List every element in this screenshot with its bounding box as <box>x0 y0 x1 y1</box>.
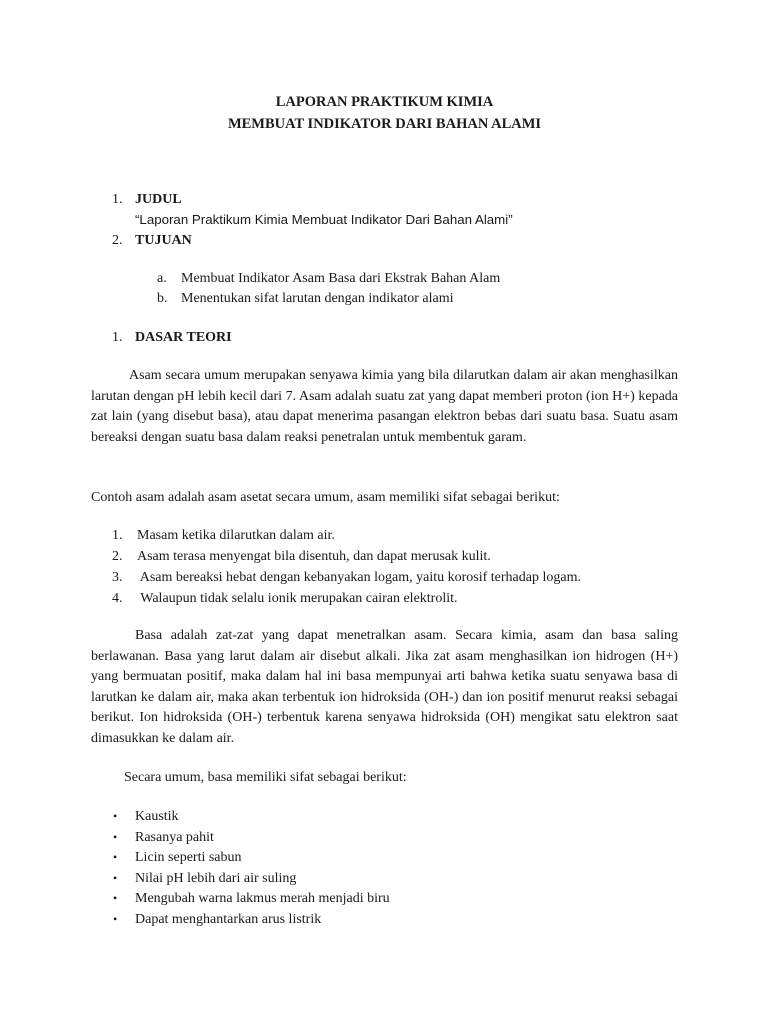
paragraph-text: Asam secara umum merupakan senyawa kimia yang bila dilarutkan dalam air akan menghasilkan larutan dengan pH lebih kecil dari 7. Asam adalah suatu zat yang dapat memberi proton (ion H+) kepada zat lain (yang disebut basa), atau dapat menerima pasangan elektron bebas dari suatu basa. Suatu asam bereaksi dengan suatu basa dalam reaksi penetralan untuk membentuk garam. <box>91 368 678 445</box>
item-number: 3. <box>112 570 123 585</box>
list-item <box>113 806 390 827</box>
paragraph-basa <box>91 626 678 749</box>
section-tujuan-heading <box>112 231 192 252</box>
item-text: Walaupun tidak selalu ionik merupakan cairan elektrolit. <box>137 591 458 606</box>
document-page <box>91 0 678 1024</box>
list-item <box>112 526 581 547</box>
tujuan-item <box>157 289 454 310</box>
item-text: Dapat menghantarkan arus listrik <box>135 911 322 927</box>
list-item <box>113 847 390 868</box>
section-number: 1. <box>112 330 123 345</box>
sifat-basa-list <box>113 806 390 929</box>
list-item <box>113 909 390 930</box>
paragraph-asam <box>91 366 678 448</box>
list-item <box>113 868 390 889</box>
title-line-2: MEMBUAT INDIKATOR DARI BAHAN ALAMI <box>227 116 542 132</box>
list-item <box>113 827 390 848</box>
paragraph-contoh-asam: Contoh asam adalah asam asetat secara umum, asam memiliki sifat sebagai berikut: <box>91 490 560 505</box>
bullet-icon: • <box>113 891 118 905</box>
paragraph-sifat-basa-intro: Secara umum, basa memiliki sifat sebagai berikut: <box>124 770 407 785</box>
list-item <box>112 568 581 589</box>
item-number: 2. <box>112 549 123 564</box>
section-dasar-teori-heading <box>112 328 232 349</box>
item-text: Membuat Indikator Asam Basa dari Ekstrak Bahan Alam <box>181 271 501 286</box>
section-heading: JUDUL <box>135 192 182 207</box>
bullet-icon: • <box>113 870 118 885</box>
paragraph-text: Basa adalah zat-zat yang dapat menetralkan asam. Secara kimia, asam dan basa saling berlawanan. Basa yang larut dalam air disebut alkali. Jika zat asam menghasilkan ion hidrogen (H+) yang bermuatan positif, maka dalam hal ini basa mempunyai arti bahwa ketika suatu senyawa basa di larutkan ke dalam air, maka akan terbentuk ion hidroksida (OH-) dan ion positif menurut reaksi sebagai berikut. Ion hidroksida (OH-) terbentuk karena senyawa hidroksida (OH) mengikat satu elektron saat dimasukkan ke dalam air. <box>91 628 678 746</box>
section-number: 2. <box>112 233 123 248</box>
sifat-asam-list <box>112 526 581 610</box>
list-item <box>112 547 581 568</box>
bullet-icon: • <box>113 829 118 844</box>
item-letter: a. <box>157 271 167 286</box>
judul-text: “Laporan Praktikum Kimia Membuat Indikator Dari Bahan Alami” <box>135 212 513 227</box>
item-text: Rasanya pahit <box>135 829 214 845</box>
item-text: Asam bereaksi hebat dengan kebanyakan logam, yaitu korosif terhadap logam. <box>137 570 581 585</box>
title-line-1: LAPORAN PRAKTIKUM KIMIA <box>275 94 494 110</box>
item-letter: b. <box>157 291 168 306</box>
item-text: Nilai pH lebih dari air suling <box>135 870 297 886</box>
item-text: Menentukan sifat larutan dengan indikator alami <box>181 291 454 306</box>
item-text: Mengubah warna lakmus merah menjadi biru <box>135 891 390 906</box>
bullet-icon: • <box>113 809 118 823</box>
tujuan-item <box>157 269 500 290</box>
bullet-icon: • <box>113 911 118 926</box>
section-number: 1. <box>112 192 123 207</box>
list-item <box>113 888 390 909</box>
section-heading: DASAR TEORI <box>135 330 232 345</box>
item-text: Masam ketika dilarutkan dalam air. <box>137 528 335 543</box>
list-item <box>112 589 581 610</box>
item-number: 1. <box>112 528 123 543</box>
section-heading: TUJUAN <box>135 233 192 248</box>
item-text: Kaustik <box>135 809 179 824</box>
document-title <box>91 91 678 135</box>
item-number: 4. <box>112 591 123 606</box>
item-text: Asam terasa menyengat bila disentuh, dan dapat merusak kulit. <box>137 549 491 564</box>
item-text: Licin seperti sabun <box>135 850 242 865</box>
bullet-icon: • <box>113 850 118 864</box>
section-judul-heading <box>112 190 182 211</box>
